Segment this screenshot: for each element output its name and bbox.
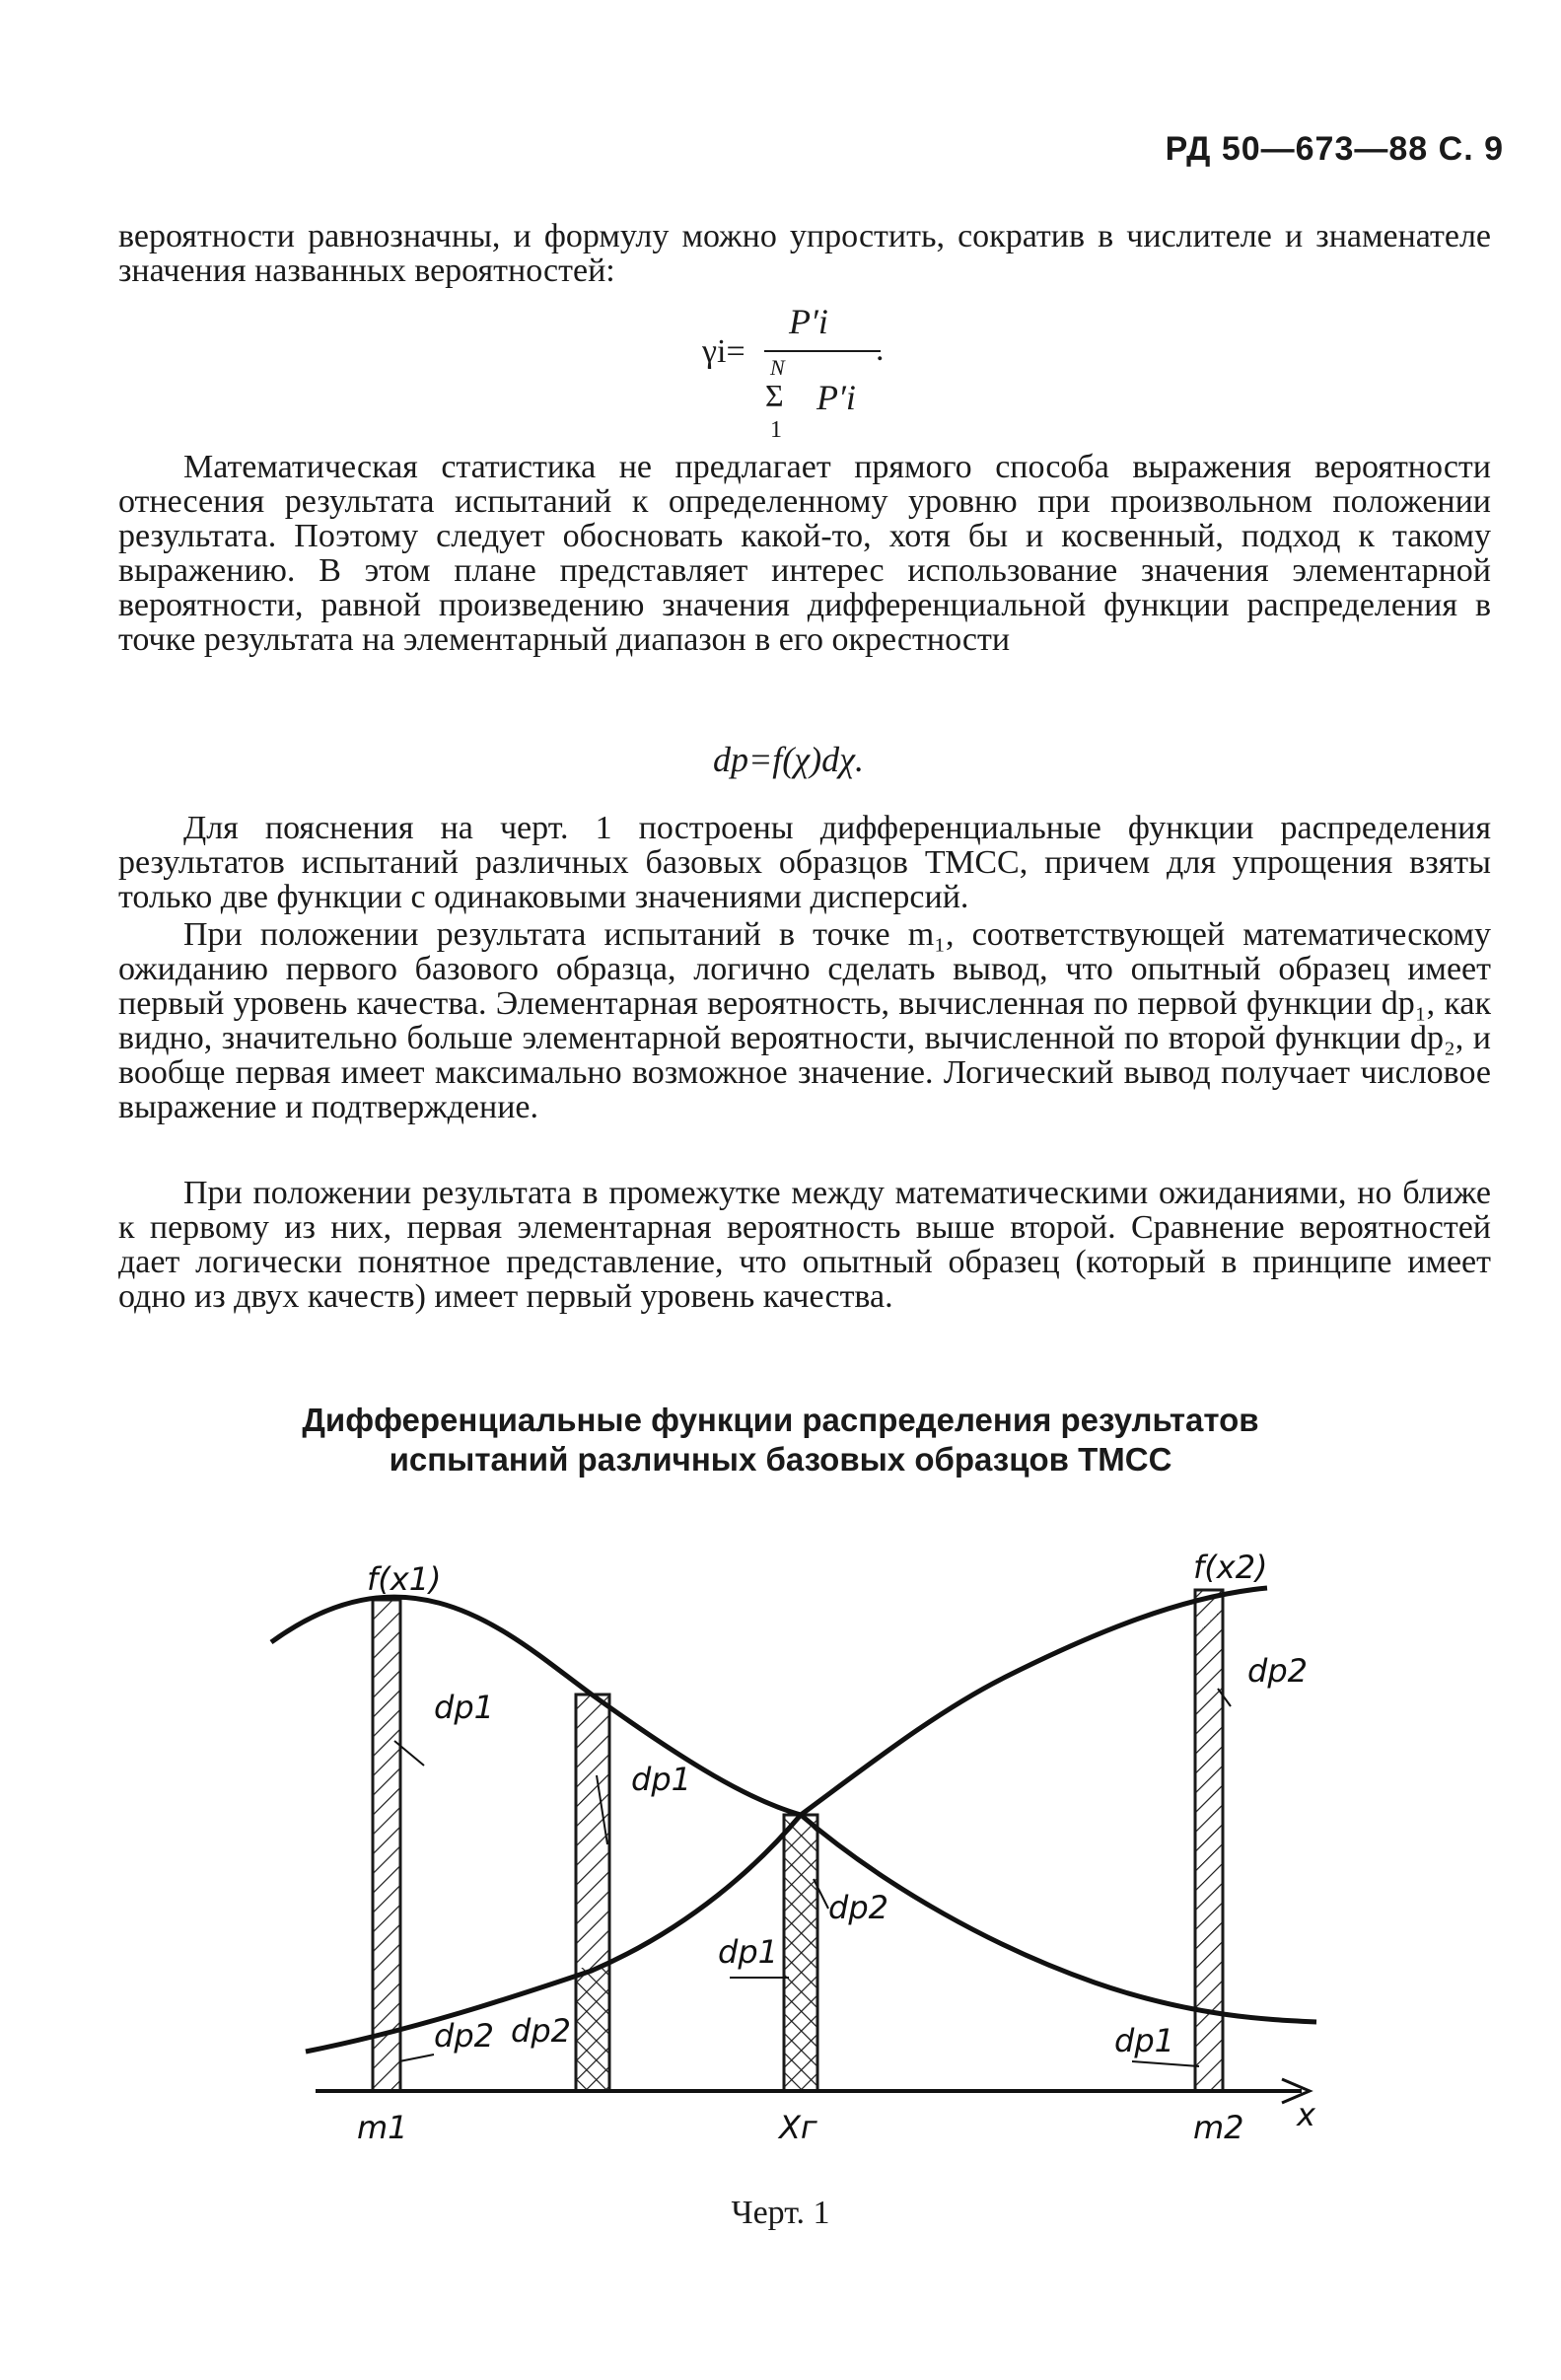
label-f-x2: f(x2) [1193, 1549, 1268, 1586]
tick-label-xg: Xг [779, 2109, 817, 2146]
paragraph-1: вероятности равнозначны, и формулу можно упростить, сократив в числителе и знаменателе значения названных вероятностей: [118, 218, 1491, 289]
hatched-strip-middle [576, 1695, 609, 2091]
formula-numerator: P′i [789, 302, 828, 341]
page-header: РД 50—673—88 С. 9 [1165, 130, 1504, 168]
label-dp2-xg: dp2 [828, 1889, 888, 1926]
label-dp1-middle: dp1 [631, 1761, 691, 1798]
label-dp1-right: dp1 [1114, 2022, 1174, 2059]
formula-trail: . [876, 331, 885, 368]
formula-denominator: P′i [816, 378, 856, 417]
formula-lhs: γi= [702, 333, 745, 370]
sum-lower-limit: 1 [770, 417, 782, 443]
tick-label-m1: m1 [357, 2109, 408, 2146]
label-dp1-xg: dp1 [718, 1933, 778, 1971]
formula-dp: dp=f(χ)dχ. [713, 740, 864, 779]
paragraph-3: Для пояснения на черт. 1 построены дифференциальные функции распределения результатов испытаний различных базовых образцов ТМСС, причем для упрощения взяты только две функции с одинаковыми значениями дисперсий. [118, 810, 1491, 915]
sum-sign: Σ [765, 378, 784, 413]
label-dp1-left: dp1 [434, 1689, 494, 1726]
paragraph-2: Математическая статистика не предлагает прямого способа выражения вероятности отнесения результата испытаний к определенному уровню при произвольном положении результата. Поэтому следует обосновать какой-то, хотя бы и косвенный, подход к такому выражению. В этом плане представляет интерес использование значения элементарной вероятности, равной произведению значения дифференциальной функции распределения в точке результата на элементарный диапазон в его окрестности [118, 449, 1491, 658]
label-dp2-right: dp2 [1247, 1652, 1308, 1690]
tick-label-m2: m2 [1193, 2109, 1244, 2146]
figure-caption: Черт. 1 [731, 2195, 830, 2231]
axis-label-x: x [1297, 2096, 1315, 2133]
hatched-strip-xg [784, 1815, 817, 2091]
sum-upper-limit: N [770, 355, 785, 380]
label-dp2-bottom-middle: dp2 [511, 2012, 571, 2050]
chart-title-line-2: испытаний различных базовых образцов ТМСС [389, 1441, 1172, 1478]
label-dp2-bottom-left: dp2 [434, 2017, 494, 2055]
chart-title-line-1: Дифференциальные функции распределения результатов [302, 1402, 1259, 1438]
paragraph-5: При положении результата в промежутке между математическими ожиданиями, но ближе к первому из них, первая элементарная вероятность выше второй. Сравнение вероятностей дает логически понятное представление, что опытный образец (который в принципе имеет одно из двух качеств) имеет первый уровень качества. [118, 1175, 1491, 1315]
paragraph-4: При положении результата испытаний в точке m₁, соответствующей математическому ожиданию первого базового образца, логично сделать вывод, что опытный образец имеет первый уровень качества. Элементарная вероятность, вычисленная по первой функции dp₁, как видно, значительно больше элементарной вероятности, вычисленной по второй функции dp₂, и вообще первая имеет максимально возможное значение. Логический вывод получает числовое выражение и подтверждение. [118, 916, 1491, 1125]
hatched-strip-m1 [373, 1600, 400, 2091]
label-f-x1: f(x1) [367, 1560, 442, 1598]
chart-labels [357, 1549, 1316, 2146]
